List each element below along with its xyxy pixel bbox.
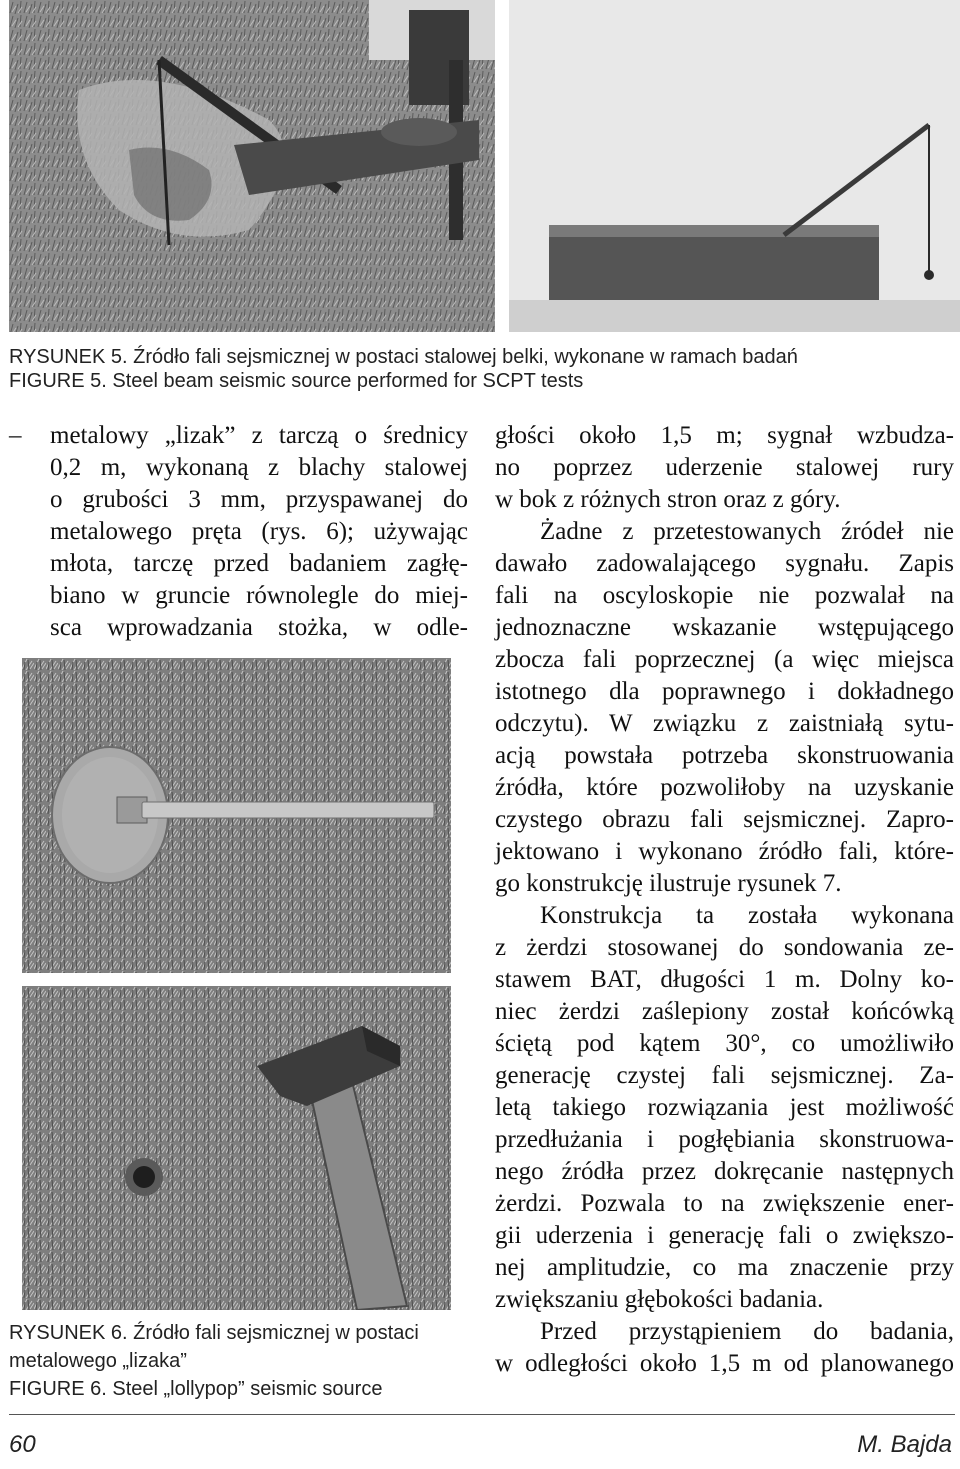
right-line: z żerdzi stosowanej do sondowania ze-	[495, 934, 954, 961]
right-line: letą takiego rozwiązania jest możliwość	[495, 1094, 954, 1121]
right-line: nej amplitudzie, co ma znaczenie przy	[495, 1254, 954, 1281]
right-line: gii uderzenia i generację fali o zwiększo-	[495, 1222, 954, 1249]
right-line: jektowano i wykonano źródło fali, które-	[495, 838, 954, 865]
figure6-caption-line1: RYSUNEK 6. Źródło fali sejsmicznej w postaci	[9, 1322, 419, 1344]
author-name: M. Bajda	[857, 1431, 952, 1458]
left-line: metalowy „lizak” z tarczą o średnicy	[50, 422, 468, 449]
figure6-photo-lollipop	[22, 658, 451, 973]
right-line: zwiększaniu głębokości badania.	[495, 1286, 824, 1313]
figure6-photo-hammer	[22, 986, 451, 1310]
right-line: fali na oscyloskopie nie pozwalał na	[495, 582, 954, 609]
right-line: źródła, które pozwoliłoby na uzyskanie	[495, 774, 954, 801]
figure5-photo-right	[509, 0, 960, 332]
right-line: zbocza fali poprzecznej (a więc miejsca	[495, 646, 954, 673]
footer-rule	[9, 1414, 955, 1415]
figure5-caption-pl: RYSUNEK 5. Źródło fali sejsmicznej w postaci stalowej belki, wykonane w ramach badań	[9, 346, 798, 368]
right-line: nego źródła przez dokręcanie następnych	[495, 1158, 954, 1185]
right-line: odczytu). W związku z zaistniałą sytu-	[495, 710, 954, 737]
right-line: niec żerdzi zaślepiony został końcówką	[495, 998, 954, 1025]
right-line: no poprzez uderzenie stalowej rury	[495, 454, 954, 481]
figure5-caption-en: FIGURE 5. Steel beam seismic source performed for SCPT tests	[9, 370, 584, 392]
left-column-text	[50, 420, 468, 644]
left-line: metalowego pręta (rys. 6); używając	[50, 518, 468, 545]
right-line: stawem BAT, długości 1 m. Dolny ko-	[495, 966, 954, 993]
left-line: o grubości 3 mm, przyspawanej do	[50, 486, 468, 513]
figure5-photo-left	[9, 0, 495, 332]
right-line: czystego obrazu fali sejsmicznej. Zapro-	[495, 806, 954, 833]
right-line: przedłużania i pogłębiania skonstruowa-	[495, 1126, 954, 1153]
right-line: w bok z różnych stron oraz z góry.	[495, 486, 841, 513]
right-line: jednoznaczne wskazanie wstępującego	[495, 614, 954, 641]
right-line: generację czystej fali sejsmicznej. Za-	[495, 1062, 954, 1089]
right-line: dawało zadowalającego sygnału. Zapis	[495, 550, 954, 577]
right-line: go konstrukcję ilustruje rysunek 7.	[495, 870, 842, 897]
right-line: acją powstała potrzeba skonstruowania	[495, 742, 954, 769]
right-line: w odległości około 1,5 m od planowanego	[495, 1350, 954, 1377]
list-dash: –	[9, 422, 22, 449]
figure6-caption-en: FIGURE 6. Steel „lollypop” seismic source	[9, 1378, 383, 1400]
right-line: głości około 1,5 m; sygnał wzbudza-	[495, 422, 954, 449]
figure6-caption-line2: metalowego „lizaka”	[9, 1350, 187, 1372]
left-line: biano w gruncie równolegle do miej-	[50, 582, 468, 609]
right-line: Żadne z przetestowanych źródeł nie	[540, 518, 954, 545]
left-line: sca wprowadzania stożka, w odle-	[50, 614, 468, 641]
page-number: 60	[9, 1431, 36, 1458]
left-line: 0,2 m, wykonaną z blachy stalowej	[50, 454, 468, 481]
left-line: młota, tarczę przed badaniem zagłę-	[50, 550, 468, 577]
right-line: Przed przystąpieniem do badania,	[540, 1318, 954, 1345]
right-line: żerdzi. Pozwala to na zwiększenie ener-	[495, 1190, 954, 1217]
right-line: Konstrukcja ta została wykonana	[540, 902, 954, 929]
right-line: ściętą pod kątem 30°, co umożliwiło	[495, 1030, 954, 1057]
right-line: istotnego dla poprawnego i dokładnego	[495, 678, 954, 705]
right-column-text	[495, 420, 954, 1380]
